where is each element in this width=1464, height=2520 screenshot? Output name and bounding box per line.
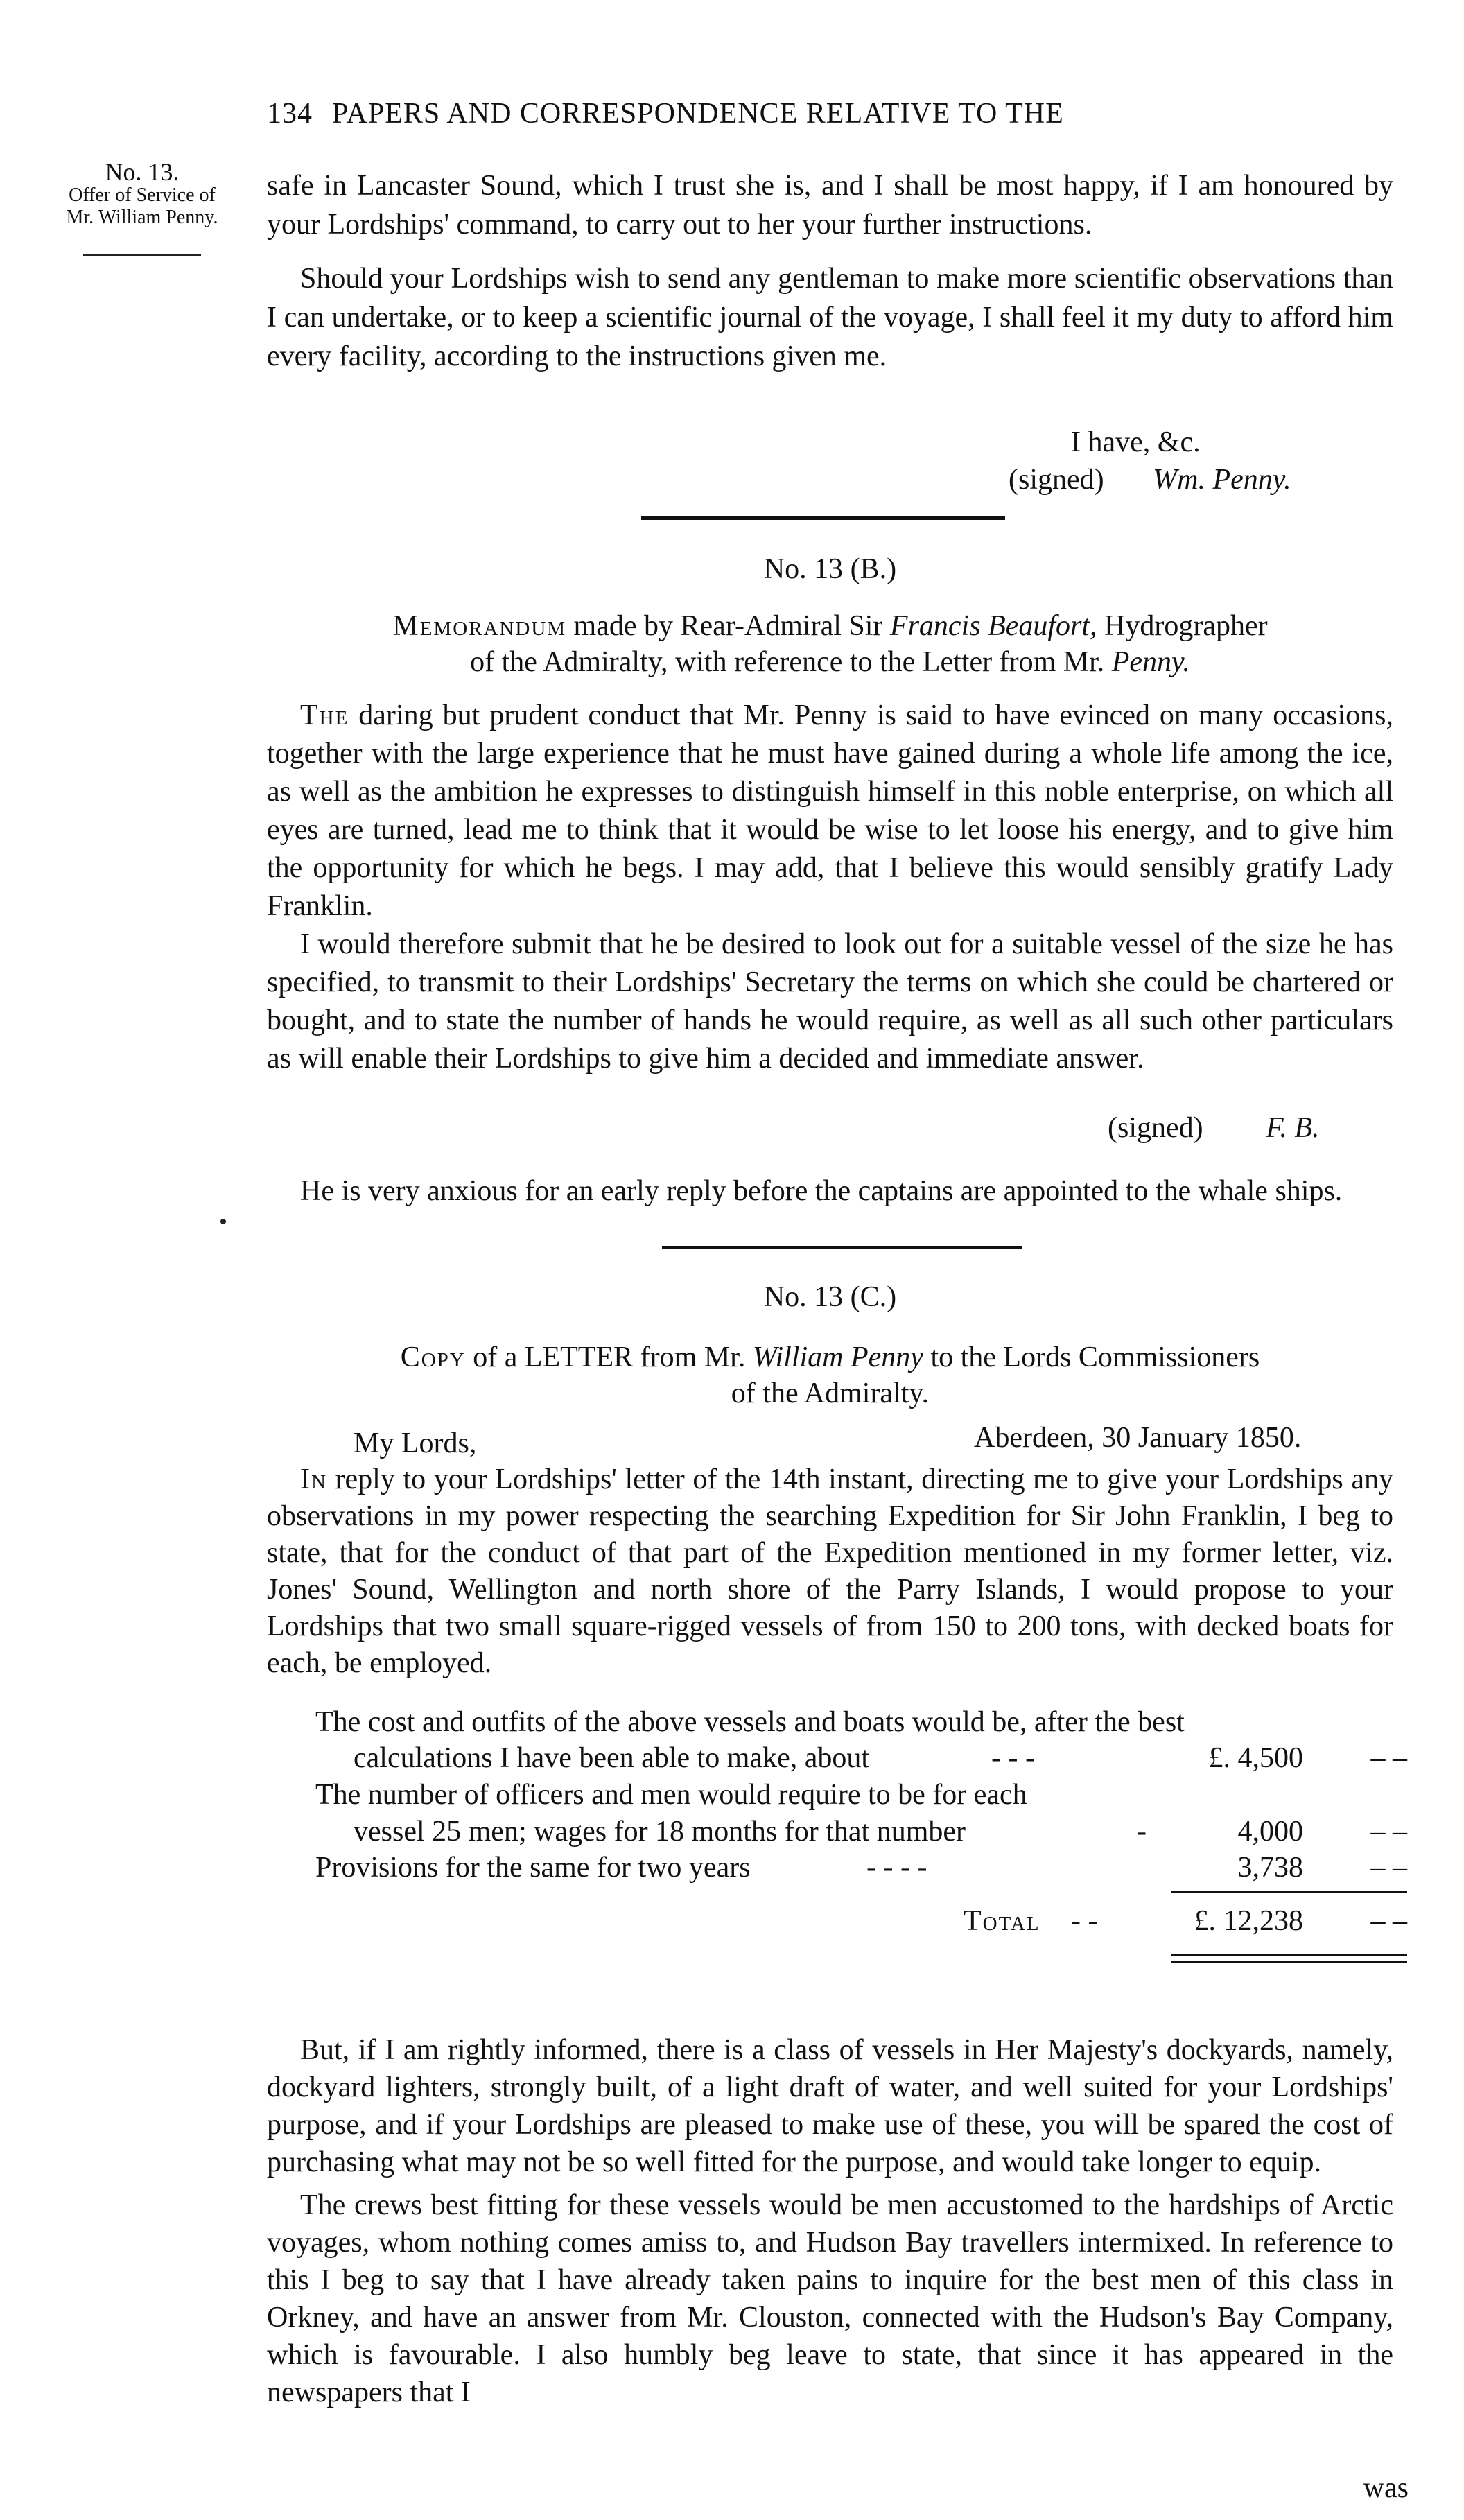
letter-c-para1-text: reply to your Lordships' letter of the 14th instant, directing me to give your Lordships any observations in my power respecting the searching Expedition for Sir John Franklin, I beg to state, that for the conduct of that part of the Expedition mentioned in my former letter, viz. Jones' Sound, Wellington and north shore of the Parry Islands, I would propose to your Lordships that two small square-rigged vessels of from 150 to 200 tons, with decked boats for each, be employed.	[267, 1463, 1393, 1679]
cost-tail: – –	[1370, 1816, 1407, 1848]
letter-end-signature-line	[1009, 463, 1291, 496]
memo-signed-label: (signed)	[1108, 1112, 1203, 1144]
cost-label: The cost and outfits of the above vessels and boats would be, after the best	[315, 1706, 1185, 1738]
signature-penny: Wm. Penny.	[1153, 464, 1291, 496]
memo-para1-text: daring but prudent conduct that Mr. Penny is said to have evinced on many occasions, together with the large experience that he must have gained during a whole life among the ice, as well as the ambition he expresses to distinguish himself in this noble enterprise, on which all eyes are turned, lead me to think that it would be wise to let loose his energy, and to give him the opportunity for which he begs. I may add, that I believe this would sensibly gratify Lady Franklin.	[267, 699, 1393, 922]
section-rule-2	[662, 1246, 1022, 1249]
cost-row	[315, 1740, 1407, 1776]
cost-row	[315, 1814, 1407, 1850]
memo-title-mid: made by Rear-Admiral Sir	[566, 610, 890, 642]
sum-rule	[1171, 1891, 1407, 1893]
letter-c-para2: But, if I am rightly informed, there is a class of vessels in Her Majesty's dockyards, namely, dockyard lighters, strongly built, of a light draft of water, and well suited for your Lordships' purpose, and if your Lordships are pleased to make use of these, you will be spared the cost of purchasing what may not be so well fitted for the purpose, and would take longer to equip.	[267, 2034, 1393, 2178]
cost-amount: 4,000	[1237, 1816, 1303, 1848]
memo-title-line2: of the Admiralty, with reference to the Letter from Mr.	[470, 646, 1112, 678]
stray-mark	[220, 1219, 226, 1224]
cost-label: vessel 25 men; wages for 18 months for that number	[354, 1816, 966, 1848]
total-row	[315, 1903, 1407, 1939]
letter-c-body2	[267, 2031, 1393, 2411]
catchword: was	[1363, 2472, 1409, 2504]
cost-dashes: - - -	[991, 1742, 1035, 1774]
signed-label: (signed)	[1009, 464, 1104, 496]
memo-signature: F. B.	[1266, 1112, 1320, 1144]
section-heading-13b: No. 13 (B.)	[763, 553, 897, 585]
memo-title-name: Francis Beaufort,	[889, 610, 1097, 642]
letter-c-para1	[267, 1461, 1393, 1682]
cost-row	[315, 1850, 1407, 1886]
letter-c-place-date: Aberdeen, 30 January 1850.	[974, 1422, 1302, 1454]
letter-end-para1: safe in Lancaster Sound, which I trust she is, and I shall be most happy, if I am honoured by your Lordships' command, to carry out to her your further instructions.	[267, 170, 1393, 241]
cost-label: Provisions for the same for two years	[315, 1852, 751, 1884]
letter-c-title-line2: of the Admiralty.	[731, 1378, 930, 1409]
cost-label: The number of officers and men would require to be for each	[315, 1779, 1027, 1811]
margin-note-number: No. 13.	[105, 158, 180, 186]
section-rule	[641, 516, 1005, 520]
memo-postscript-text: He is very anxious for an early reply before the captains are appointed to the whale ships.	[300, 1175, 1343, 1207]
memo-title-suffix: Hydrographer	[1097, 610, 1268, 642]
letter-end-para2: Should your Lordships wish to send any gentleman to make more scientific observations than I can undertake, or to keep a scientific journal of the voyage, I shall feel it my duty to afford him every facility, according to the instructions given me.	[267, 263, 1393, 372]
letter-c-title-name: William Penny	[752, 1341, 923, 1373]
letter-c-title-b: from Mr.	[633, 1341, 753, 1373]
total-amount: £. 12,238	[1194, 1905, 1303, 1937]
letter-c-para3: The crews best fitting for these vessels would be men accustomed to the hardships of Arctic voyages, whom nothing comes amiss to, and Hudson Bay travellers intermixed. In reference to this I beg to say that I have already taken pains to inquire for the best men of this class in Orkney, and have an answer from Mr. Clouston, connected with the Hudson's Bay Company, which is favourable. I also humbly beg leave to state, that since it has appeared in the newspapers that I	[267, 2189, 1393, 2408]
memo-para2: I would therefore submit that he be desired to look out for a suitable vessel of the size he has specified, to transmit to their Lordships' Secretary the terms on which she could be chartered or bought, and to state the number of hands he would require, as well as all such other particulars as will enable their Lordships to give him a decided and immediate answer.	[267, 928, 1393, 1075]
total-label: Total	[964, 1905, 1040, 1937]
margin-note-rule	[83, 254, 201, 256]
letter-end-body	[267, 166, 1393, 376]
margin-note	[31, 158, 253, 256]
memo-para1-dropcap: The	[300, 699, 349, 731]
letter-c-title-c: to the Lords Commissioners	[923, 1341, 1260, 1373]
cost-tail: – –	[1370, 1852, 1407, 1884]
memo-postscript	[267, 1172, 1393, 1210]
cost-amount: 3,738	[1237, 1852, 1303, 1884]
cost-tail: – –	[1370, 1742, 1407, 1774]
letter-c-title-a: of a	[465, 1341, 525, 1373]
letter-c-body1	[267, 1461, 1393, 1682]
total-double-rule-bottom	[1171, 1961, 1407, 1963]
cost-dashes: - - - -	[866, 1852, 927, 1884]
cost-amount: £. 4,500	[1208, 1742, 1303, 1774]
running-header	[267, 97, 1064, 130]
total-double-rule-top	[1171, 1954, 1407, 1956]
cost-row	[315, 1777, 1407, 1813]
total-dashes: - -	[1071, 1905, 1098, 1937]
memo-title-line2-name: Penny.	[1111, 646, 1190, 678]
total-tail: – –	[1370, 1905, 1407, 1937]
letter-c-title-letter: LETTER	[524, 1341, 634, 1373]
letter-c-salutation: My Lords,	[354, 1427, 477, 1459]
letter-c-title	[267, 1339, 1393, 1411]
margin-note-line1: Offer of Service of	[69, 184, 216, 206]
memo-body	[267, 697, 1393, 1078]
letter-end-closing: I have, &c.	[1071, 426, 1201, 458]
letter-c-para1-dropcap: In	[300, 1463, 327, 1495]
memo-title-prefix: Memorandum	[392, 610, 567, 642]
running-title: PAPERS AND CORRESPONDENCE RELATIVE TO THE	[332, 98, 1064, 130]
cost-row	[315, 1704, 1407, 1740]
memo-para1	[267, 697, 1393, 926]
memo-title	[267, 608, 1393, 680]
section-heading-13c: No. 13 (C.)	[763, 1281, 897, 1313]
letter-c-title-prefix: Copy	[400, 1341, 466, 1373]
memo-signature-line	[1108, 1111, 1320, 1145]
page-number: 134	[267, 98, 313, 130]
cost-label: calculations I have been able to make, about	[354, 1742, 870, 1774]
cost-dashes: -	[1137, 1816, 1147, 1848]
margin-note-line2: Mr. William Penny.	[66, 207, 218, 228]
